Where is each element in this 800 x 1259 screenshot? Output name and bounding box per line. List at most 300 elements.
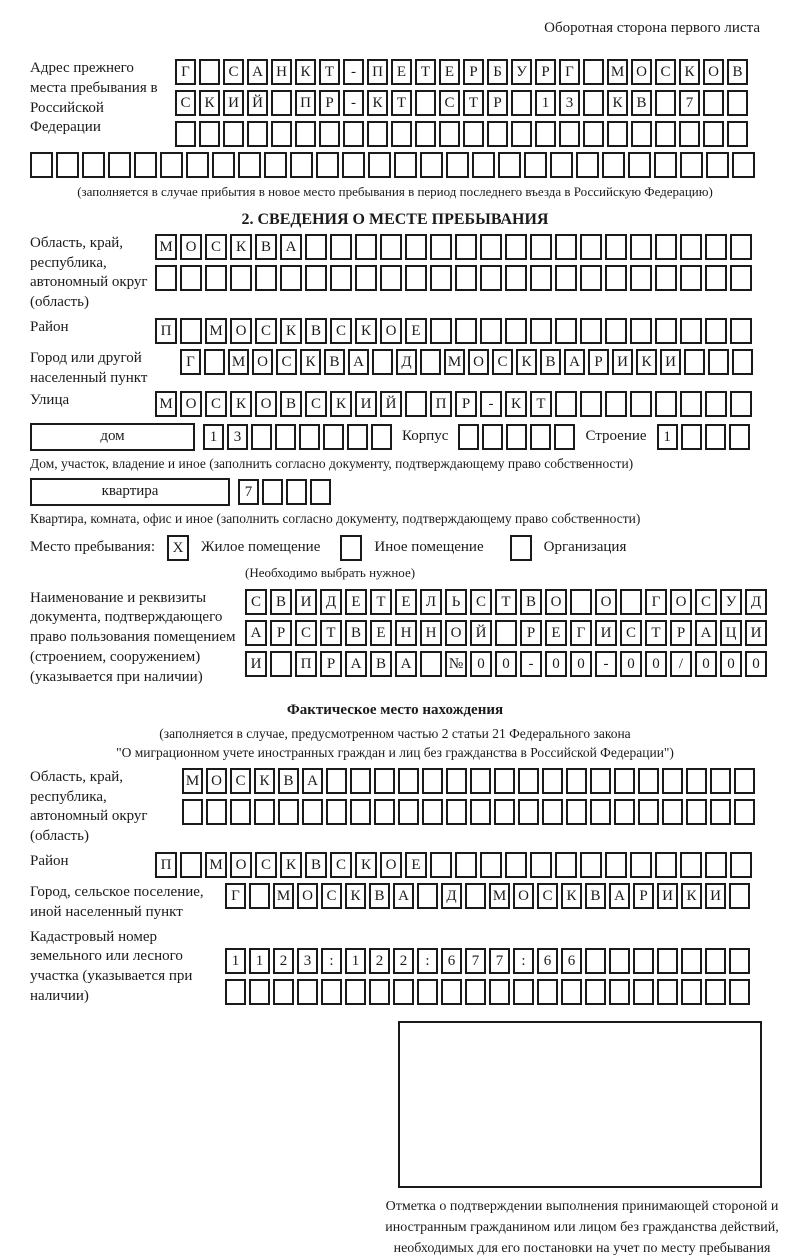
char-cell[interactable]: В [305, 318, 327, 344]
char-cell[interactable] [420, 349, 441, 375]
char-cell[interactable] [681, 979, 702, 1005]
char-cell[interactable] [345, 979, 366, 1005]
char-cell[interactable]: О [230, 318, 252, 344]
char-cell[interactable] [705, 852, 727, 878]
char-cell[interactable] [705, 318, 727, 344]
char-cell[interactable]: А [302, 768, 323, 794]
char-cell[interactable] [730, 391, 752, 417]
char-cell[interactable] [580, 234, 602, 260]
char-cell[interactable]: Г [570, 620, 592, 646]
char-cell[interactable] [524, 152, 547, 178]
char-cell[interactable]: П [295, 90, 316, 116]
char-cell[interactable]: К [516, 349, 537, 375]
char-cell[interactable]: В [345, 620, 367, 646]
char-cell[interactable]: К [300, 349, 321, 375]
char-cell[interactable] [729, 979, 750, 1005]
char-cell[interactable] [273, 979, 294, 1005]
char-cell[interactable] [605, 852, 627, 878]
char-cell[interactable] [630, 318, 652, 344]
char-cell[interactable] [583, 90, 604, 116]
char-cell[interactable]: С [620, 620, 642, 646]
char-cell[interactable]: 1 [225, 948, 246, 974]
char-cell[interactable]: К [295, 59, 316, 85]
char-cell[interactable] [605, 265, 627, 291]
char-cell[interactable]: В [369, 883, 390, 909]
char-cell[interactable] [703, 121, 724, 147]
char-cell[interactable] [505, 852, 527, 878]
char-cell[interactable] [458, 424, 479, 450]
char-cell[interactable]: 7 [679, 90, 700, 116]
char-cell[interactable]: 2 [369, 948, 390, 974]
char-cell[interactable]: К [561, 883, 582, 909]
char-cell[interactable]: С [276, 349, 297, 375]
char-cell[interactable]: 1 [203, 424, 224, 450]
char-cell[interactable] [430, 318, 452, 344]
char-cell[interactable] [684, 349, 705, 375]
char-cell[interactable]: О [180, 234, 202, 260]
char-cell[interactable] [655, 318, 677, 344]
char-cell[interactable] [480, 852, 502, 878]
char-cell[interactable]: И [355, 391, 377, 417]
char-cell[interactable] [430, 265, 452, 291]
char-cell[interactable] [316, 152, 339, 178]
char-cell[interactable]: Р [320, 651, 342, 677]
char-cell[interactable]: О [513, 883, 534, 909]
char-cell[interactable] [605, 318, 627, 344]
char-cell[interactable]: С [439, 90, 460, 116]
char-cell[interactable] [446, 799, 467, 825]
char-cell[interactable]: 0 [720, 651, 742, 677]
char-cell[interactable] [302, 799, 323, 825]
char-cell[interactable] [655, 90, 676, 116]
char-cell[interactable] [730, 234, 752, 260]
char-cell[interactable]: Й [380, 391, 402, 417]
char-cell[interactable]: - [520, 651, 542, 677]
char-cell[interactable] [633, 979, 654, 1005]
char-cell[interactable] [662, 768, 683, 794]
char-cell[interactable]: О [545, 589, 567, 615]
char-cell[interactable]: 0 [620, 651, 642, 677]
char-cell[interactable]: В [585, 883, 606, 909]
char-cell[interactable]: А [245, 620, 267, 646]
char-cell[interactable]: Г [559, 59, 580, 85]
char-cell[interactable] [555, 265, 577, 291]
char-cell[interactable]: 6 [537, 948, 558, 974]
char-cell[interactable]: В [270, 589, 292, 615]
char-cell[interactable]: Е [405, 318, 427, 344]
char-cell[interactable]: 7 [238, 479, 259, 505]
char-cell[interactable] [472, 152, 495, 178]
char-cell[interactable]: 3 [559, 90, 580, 116]
char-cell[interactable] [206, 799, 227, 825]
char-cell[interactable]: 2 [393, 948, 414, 974]
char-cell[interactable] [430, 852, 452, 878]
char-cell[interactable] [530, 318, 552, 344]
char-cell[interactable]: Р [270, 620, 292, 646]
char-cell[interactable] [380, 234, 402, 260]
char-cell[interactable]: Д [396, 349, 417, 375]
char-cell[interactable] [175, 121, 196, 147]
char-cell[interactable] [350, 799, 371, 825]
char-cell[interactable] [732, 152, 755, 178]
char-cell[interactable] [679, 121, 700, 147]
char-cell[interactable] [710, 799, 731, 825]
checkbox-organization[interactable] [510, 535, 532, 561]
char-cell[interactable]: И [295, 589, 317, 615]
char-cell[interactable] [204, 349, 225, 375]
char-cell[interactable] [439, 121, 460, 147]
char-cell[interactable] [662, 799, 683, 825]
char-cell[interactable]: К [505, 391, 527, 417]
char-cell[interactable] [609, 979, 630, 1005]
char-cell[interactable] [30, 152, 53, 178]
char-cell[interactable] [280, 265, 302, 291]
char-cell[interactable]: 7 [489, 948, 510, 974]
char-cell[interactable] [155, 265, 177, 291]
char-cell[interactable] [186, 152, 209, 178]
char-cell[interactable]: О [297, 883, 318, 909]
char-cell[interactable] [463, 121, 484, 147]
char-cell[interactable]: О [206, 768, 227, 794]
char-cell[interactable]: Р [633, 883, 654, 909]
char-cell[interactable] [380, 265, 402, 291]
char-cell[interactable] [559, 121, 580, 147]
char-cell[interactable] [455, 318, 477, 344]
char-cell[interactable] [732, 349, 753, 375]
char-cell[interactable]: У [720, 589, 742, 615]
char-cell[interactable]: Н [420, 620, 442, 646]
char-cell[interactable]: О [180, 391, 202, 417]
char-cell[interactable] [655, 121, 676, 147]
char-cell[interactable] [730, 852, 752, 878]
char-cell[interactable]: 0 [645, 651, 667, 677]
char-cell[interactable]: С [175, 90, 196, 116]
char-cell[interactable]: С [655, 59, 676, 85]
char-cell[interactable]: Ь [445, 589, 467, 615]
char-cell[interactable]: 0 [470, 651, 492, 677]
char-cell[interactable] [422, 799, 443, 825]
char-cell[interactable] [391, 121, 412, 147]
char-cell[interactable]: Р [455, 391, 477, 417]
char-cell[interactable]: К [345, 883, 366, 909]
char-cell[interactable]: В [520, 589, 542, 615]
char-cell[interactable]: Т [530, 391, 552, 417]
char-cell[interactable]: С [245, 589, 267, 615]
char-cell[interactable] [367, 121, 388, 147]
char-cell[interactable] [555, 391, 577, 417]
char-cell[interactable] [583, 59, 604, 85]
char-cell[interactable]: Й [247, 90, 268, 116]
char-cell[interactable] [405, 265, 427, 291]
char-cell[interactable] [657, 948, 678, 974]
char-cell[interactable]: Т [370, 589, 392, 615]
char-cell[interactable]: М [607, 59, 628, 85]
char-cell[interactable] [638, 799, 659, 825]
char-cell[interactable]: Е [405, 852, 427, 878]
char-cell[interactable] [422, 768, 443, 794]
char-cell[interactable]: С [330, 852, 352, 878]
char-cell[interactable] [614, 799, 635, 825]
char-cell[interactable] [518, 799, 539, 825]
char-cell[interactable]: Д [441, 883, 462, 909]
char-cell[interactable]: К [199, 90, 220, 116]
char-cell[interactable]: Ц [720, 620, 742, 646]
char-cell[interactable] [343, 121, 364, 147]
char-cell[interactable]: М [444, 349, 465, 375]
char-cell[interactable]: О [703, 59, 724, 85]
char-cell[interactable] [561, 979, 582, 1005]
char-cell[interactable]: И [595, 620, 617, 646]
char-cell[interactable]: А [345, 651, 367, 677]
checkbox-other-premises[interactable] [340, 535, 362, 561]
char-cell[interactable] [506, 424, 527, 450]
char-cell[interactable] [180, 265, 202, 291]
char-cell[interactable] [680, 265, 702, 291]
char-cell[interactable] [326, 768, 347, 794]
char-cell[interactable]: Д [745, 589, 767, 615]
char-cell[interactable]: В [278, 768, 299, 794]
char-cell[interactable] [299, 424, 320, 450]
char-cell[interactable] [482, 424, 503, 450]
char-cell[interactable]: С [330, 318, 352, 344]
checkbox-residential[interactable]: X [167, 535, 189, 561]
char-cell[interactable] [583, 121, 604, 147]
char-cell[interactable]: Й [470, 620, 492, 646]
char-cell[interactable]: Т [415, 59, 436, 85]
char-cell[interactable] [310, 479, 331, 505]
char-cell[interactable]: : [417, 948, 438, 974]
char-cell[interactable]: Р [588, 349, 609, 375]
char-cell[interactable] [455, 234, 477, 260]
char-cell[interactable]: Е [391, 59, 412, 85]
char-cell[interactable]: Т [463, 90, 484, 116]
char-cell[interactable]: М [155, 391, 177, 417]
char-cell[interactable]: - [480, 391, 502, 417]
char-cell[interactable]: О [595, 589, 617, 615]
char-cell[interactable]: И [657, 883, 678, 909]
char-cell[interactable] [355, 265, 377, 291]
char-cell[interactable] [374, 768, 395, 794]
char-cell[interactable]: К [230, 391, 252, 417]
char-cell[interactable] [655, 265, 677, 291]
char-cell[interactable] [570, 589, 592, 615]
char-cell[interactable] [230, 265, 252, 291]
char-cell[interactable] [271, 121, 292, 147]
char-cell[interactable] [511, 90, 532, 116]
char-cell[interactable]: Е [395, 589, 417, 615]
char-cell[interactable] [555, 318, 577, 344]
char-cell[interactable]: К [679, 59, 700, 85]
char-cell[interactable] [630, 391, 652, 417]
char-cell[interactable] [420, 152, 443, 178]
char-cell[interactable] [705, 979, 726, 1005]
char-cell[interactable] [730, 265, 752, 291]
char-cell[interactable] [470, 768, 491, 794]
char-cell[interactable]: С [537, 883, 558, 909]
char-cell[interactable]: 6 [441, 948, 462, 974]
char-cell[interactable]: О [252, 349, 273, 375]
char-cell[interactable]: С [230, 768, 251, 794]
char-cell[interactable]: В [727, 59, 748, 85]
char-cell[interactable] [614, 768, 635, 794]
char-cell[interactable] [628, 152, 651, 178]
char-cell[interactable] [505, 234, 527, 260]
char-cell[interactable] [369, 979, 390, 1005]
char-cell[interactable] [319, 121, 340, 147]
char-cell[interactable] [680, 318, 702, 344]
char-cell[interactable] [530, 424, 551, 450]
char-cell[interactable] [108, 152, 131, 178]
char-cell[interactable] [655, 234, 677, 260]
char-cell[interactable] [465, 883, 486, 909]
char-cell[interactable]: К [355, 318, 377, 344]
char-cell[interactable] [455, 265, 477, 291]
char-cell[interactable]: - [343, 59, 364, 85]
char-cell[interactable] [580, 852, 602, 878]
char-cell[interactable] [238, 152, 261, 178]
char-cell[interactable] [729, 948, 750, 974]
char-cell[interactable]: Е [370, 620, 392, 646]
char-cell[interactable] [530, 265, 552, 291]
char-cell[interactable]: 7 [465, 948, 486, 974]
char-cell[interactable]: С [295, 620, 317, 646]
char-cell[interactable]: Е [545, 620, 567, 646]
char-cell[interactable] [480, 318, 502, 344]
char-cell[interactable]: Т [320, 620, 342, 646]
char-cell[interactable]: 1 [657, 424, 678, 450]
char-cell[interactable]: С [305, 391, 327, 417]
char-cell[interactable] [686, 799, 707, 825]
char-cell[interactable] [710, 768, 731, 794]
char-cell[interactable] [264, 152, 287, 178]
char-cell[interactable] [134, 152, 157, 178]
char-cell[interactable]: В [540, 349, 561, 375]
char-cell[interactable]: О [631, 59, 652, 85]
char-cell[interactable] [455, 852, 477, 878]
char-cell[interactable] [82, 152, 105, 178]
char-cell[interactable] [420, 651, 442, 677]
char-cell[interactable]: Е [439, 59, 460, 85]
char-cell[interactable] [305, 265, 327, 291]
char-cell[interactable]: И [245, 651, 267, 677]
char-cell[interactable]: Р [487, 90, 508, 116]
char-cell[interactable] [56, 152, 79, 178]
char-cell[interactable] [655, 852, 677, 878]
char-cell[interactable]: С [223, 59, 244, 85]
char-cell[interactable] [681, 948, 702, 974]
char-cell[interactable] [542, 799, 563, 825]
char-cell[interactable]: А [695, 620, 717, 646]
char-cell[interactable] [323, 424, 344, 450]
char-cell[interactable] [494, 768, 515, 794]
char-cell[interactable] [505, 265, 527, 291]
char-cell[interactable] [631, 121, 652, 147]
char-cell[interactable] [480, 234, 502, 260]
char-cell[interactable]: Т [645, 620, 667, 646]
char-cell[interactable]: В [255, 234, 277, 260]
char-cell[interactable]: У [511, 59, 532, 85]
char-cell[interactable]: № [445, 651, 467, 677]
char-cell[interactable]: Т [495, 589, 517, 615]
char-cell[interactable] [620, 589, 642, 615]
char-cell[interactable]: 0 [695, 651, 717, 677]
char-cell[interactable] [630, 852, 652, 878]
char-cell[interactable] [286, 479, 307, 505]
char-cell[interactable]: П [367, 59, 388, 85]
char-cell[interactable]: А [348, 349, 369, 375]
char-cell[interactable] [609, 948, 630, 974]
char-cell[interactable] [487, 121, 508, 147]
char-cell[interactable]: - [343, 90, 364, 116]
char-cell[interactable] [505, 318, 527, 344]
char-cell[interactable]: К [607, 90, 628, 116]
char-cell[interactable] [480, 265, 502, 291]
char-cell[interactable] [576, 152, 599, 178]
char-cell[interactable] [680, 852, 702, 878]
char-cell[interactable]: : [321, 948, 342, 974]
char-cell[interactable] [417, 979, 438, 1005]
char-cell[interactable]: О [380, 852, 402, 878]
char-cell[interactable]: М [182, 768, 203, 794]
char-cell[interactable] [295, 121, 316, 147]
char-cell[interactable]: С [470, 589, 492, 615]
char-cell[interactable] [630, 234, 652, 260]
char-cell[interactable]: Т [391, 90, 412, 116]
char-cell[interactable] [554, 424, 575, 450]
char-cell[interactable] [249, 883, 270, 909]
char-cell[interactable]: А [247, 59, 268, 85]
char-cell[interactable] [160, 152, 183, 178]
char-cell[interactable] [633, 948, 654, 974]
char-cell[interactable]: П [155, 852, 177, 878]
char-cell[interactable]: С [492, 349, 513, 375]
char-cell[interactable] [498, 152, 521, 178]
char-cell[interactable] [703, 90, 724, 116]
char-cell[interactable] [249, 979, 270, 1005]
char-cell[interactable]: И [612, 349, 633, 375]
char-cell[interactable]: Р [535, 59, 556, 85]
char-cell[interactable] [680, 234, 702, 260]
char-cell[interactable]: Г [175, 59, 196, 85]
char-cell[interactable]: М [205, 852, 227, 878]
char-cell[interactable] [734, 799, 755, 825]
char-cell[interactable]: Б [487, 59, 508, 85]
char-cell[interactable]: М [273, 883, 294, 909]
char-cell[interactable] [580, 391, 602, 417]
char-cell[interactable] [705, 265, 727, 291]
char-cell[interactable]: 1 [249, 948, 270, 974]
char-cell[interactable]: 3 [297, 948, 318, 974]
char-cell[interactable] [398, 799, 419, 825]
char-cell[interactable]: И [745, 620, 767, 646]
char-cell[interactable]: 3 [227, 424, 248, 450]
char-cell[interactable] [330, 234, 352, 260]
char-cell[interactable] [655, 391, 677, 417]
char-cell[interactable] [290, 152, 313, 178]
char-cell[interactable] [681, 424, 702, 450]
char-cell[interactable] [590, 799, 611, 825]
char-cell[interactable] [270, 651, 292, 677]
char-cell[interactable] [417, 883, 438, 909]
char-cell[interactable] [393, 979, 414, 1005]
char-cell[interactable] [230, 799, 251, 825]
char-cell[interactable] [223, 121, 244, 147]
char-cell[interactable]: В [324, 349, 345, 375]
char-cell[interactable]: Р [463, 59, 484, 85]
char-cell[interactable] [372, 349, 393, 375]
char-cell[interactable] [199, 121, 220, 147]
char-cell[interactable] [430, 234, 452, 260]
